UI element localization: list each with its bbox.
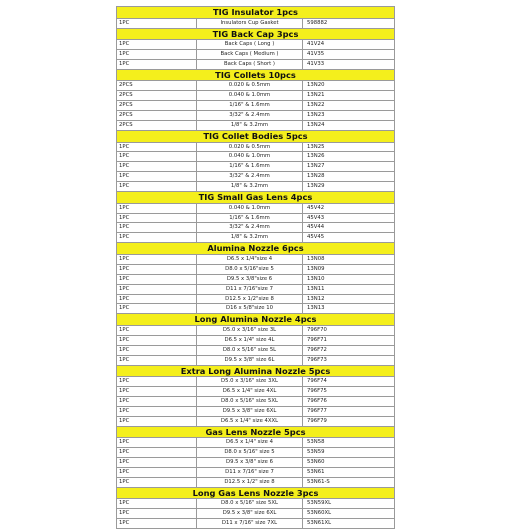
description-cell: D11 x 7/16"size 7	[197, 284, 303, 294]
table-row	[117, 325, 395, 335]
quantity-cell: 1PC	[117, 223, 197, 233]
quantity-cell: 1PC	[117, 172, 197, 182]
description-cell: Back Caps ( Short )	[197, 59, 303, 69]
section-title: Alumina Nozzle 6pcs	[117, 243, 395, 255]
table-row	[117, 59, 395, 69]
description-cell: D8.0 x 5/16" size 5XL	[197, 396, 303, 406]
section-header-row	[117, 365, 395, 377]
quantity-cell: 1PC	[117, 40, 197, 50]
quantity-cell: 1PC	[117, 294, 197, 304]
table-row	[117, 274, 395, 284]
part-code-cell: 13N24	[303, 121, 395, 131]
quantity-cell: 1PC	[117, 304, 197, 314]
table-row	[117, 438, 395, 448]
part-code-cell: 796F77	[303, 406, 395, 416]
table-row	[117, 448, 395, 458]
quantity-cell: 1PC	[117, 18, 197, 28]
table-row	[117, 121, 395, 131]
table-row	[117, 152, 395, 162]
table-row	[117, 50, 395, 60]
parts-list-table	[116, 6, 395, 529]
description-cell: 3/32" & 2.4mm	[197, 223, 303, 233]
table-row	[117, 499, 395, 509]
part-code-cell: 13N20	[303, 81, 395, 91]
quantity-cell: 1PC	[117, 387, 197, 397]
quantity-cell: 1PC	[117, 477, 197, 487]
part-code-cell: 796F73	[303, 355, 395, 365]
description-cell: D6.5 x 1/4" size 4XXL	[197, 416, 303, 426]
table-row	[117, 387, 395, 397]
section-title: Extra Long Alumina Nozzle 5pcs	[117, 365, 395, 377]
description-cell: D8.0 x 5/16" size 5L	[197, 345, 303, 355]
part-code-cell: 13N22	[303, 101, 395, 111]
part-code-cell: 13N11	[303, 284, 395, 294]
table-row	[117, 172, 395, 182]
quantity-cell: 1PC	[117, 416, 197, 426]
section-header-row	[117, 487, 395, 499]
description-cell: D9.5 x 3/8"size 6	[197, 274, 303, 284]
section-title: Gas Lens Nozzle 5pcs	[117, 426, 395, 438]
description-cell: D6.5 x 1/4" size 4XL	[197, 387, 303, 397]
table-row	[117, 458, 395, 468]
description-cell: 1/16" & 1.6mm	[197, 213, 303, 223]
part-code-cell: 796F75	[303, 387, 395, 397]
part-code-cell: 53N59	[303, 448, 395, 458]
quantity-cell: 1PC	[117, 377, 197, 387]
part-code-cell: 13N13	[303, 304, 395, 314]
part-code-cell: 13N08	[303, 254, 395, 264]
description-cell: 0.020 & 0.5mm	[197, 142, 303, 152]
description-cell: 0.020 & 0.5mm	[197, 81, 303, 91]
table-row	[117, 162, 395, 172]
part-code-cell: 41V24	[303, 40, 395, 50]
part-code-cell: 796F74	[303, 377, 395, 387]
table-row	[117, 519, 395, 529]
description-cell: D9.5 x 3/8" size 6L	[197, 355, 303, 365]
description-cell: D6.5 x 1/4" size 4L	[197, 335, 303, 345]
section-title: TIG Small Gas Lens 4pcs	[117, 192, 395, 204]
quantity-cell: 1PC	[117, 335, 197, 345]
description-cell: D8.0 x 5/16"size 5	[197, 264, 303, 274]
part-code-cell: 53N59XL	[303, 499, 395, 509]
quantity-cell: 1PC	[117, 509, 197, 519]
description-cell: 1/16" & 1.6mm	[197, 101, 303, 111]
table-row	[117, 294, 395, 304]
section-header-row	[117, 243, 395, 255]
part-code-cell: 13N12	[303, 294, 395, 304]
quantity-cell: 1PC	[117, 345, 197, 355]
quantity-cell: 2PCS	[117, 121, 197, 131]
section-header-row	[117, 28, 395, 40]
description-cell: D6.5 x 1/4" size 4	[197, 438, 303, 448]
part-code-cell: 13N10	[303, 274, 395, 284]
quantity-cell: 2PCS	[117, 81, 197, 91]
table-row	[117, 254, 395, 264]
part-code-cell: 796F79	[303, 416, 395, 426]
part-code-cell: 13N26	[303, 152, 395, 162]
part-code-cell: 53N61XL	[303, 519, 395, 529]
quantity-cell: 1PC	[117, 142, 197, 152]
description-cell: Back Caps ( Long )	[197, 40, 303, 50]
quantity-cell: 1PC	[117, 284, 197, 294]
section-title: TIG Insulator 1pcs	[117, 7, 395, 19]
description-cell: 1/8" & 3.2mm	[197, 121, 303, 131]
part-code-cell: 796F71	[303, 335, 395, 345]
quantity-cell: 1PC	[117, 438, 197, 448]
part-code-cell: 13N09	[303, 264, 395, 274]
quantity-cell: 1PC	[117, 254, 197, 264]
description-cell: Insulators Cup Gasket	[197, 18, 303, 28]
quantity-cell: 1PC	[117, 519, 197, 529]
table-row	[117, 396, 395, 406]
part-code-cell: 13N21	[303, 91, 395, 101]
quantity-cell: 1PC	[117, 396, 197, 406]
table-row	[117, 233, 395, 243]
section-title: TIG Collet Bodies 5pcs	[117, 130, 395, 142]
quantity-cell: 1PC	[117, 182, 197, 192]
quantity-cell: 1PC	[117, 499, 197, 509]
part-code-cell: 13N27	[303, 162, 395, 172]
table-row	[117, 81, 395, 91]
description-cell: D11 x 7/16" size 7XL	[197, 519, 303, 529]
description-cell: D5.0 x 3/16" size 3L	[197, 325, 303, 335]
description-cell: D12.5 x 1/2"size 8	[197, 294, 303, 304]
section-header-row	[117, 314, 395, 326]
quantity-cell: 1PC	[117, 233, 197, 243]
table-row	[117, 406, 395, 416]
quantity-cell: 1PC	[117, 325, 197, 335]
part-code-cell: 53N58	[303, 438, 395, 448]
table-row	[117, 111, 395, 121]
section-title: TIG Back Cap 3pcs	[117, 28, 395, 40]
table-row	[117, 213, 395, 223]
quantity-cell: 1PC	[117, 50, 197, 60]
description-cell: 3/32" & 2.4mm	[197, 172, 303, 182]
part-code-cell: 13N28	[303, 172, 395, 182]
part-code-cell: 41V35	[303, 50, 395, 60]
quantity-cell: 1PC	[117, 264, 197, 274]
description-cell: D5.0 x 3/16" size 3XL	[197, 377, 303, 387]
description-cell: 0.040 & 1.0mm	[197, 203, 303, 213]
part-code-cell: 13N25	[303, 142, 395, 152]
description-cell: 0.040 & 1.0mm	[197, 152, 303, 162]
table-row	[117, 467, 395, 477]
part-code-cell: 53N60	[303, 458, 395, 468]
table-row	[117, 223, 395, 233]
description-cell: Back Caps ( Medium )	[197, 50, 303, 60]
section-title: TIG Collets 10pcs	[117, 69, 395, 81]
quantity-cell: 1PC	[117, 458, 197, 468]
quantity-cell: 1PC	[117, 355, 197, 365]
part-code-cell: 45V44	[303, 223, 395, 233]
quantity-cell: 1PC	[117, 467, 197, 477]
description-cell: 3/32" & 2.4mm	[197, 111, 303, 121]
table-row	[117, 18, 395, 28]
quantity-cell: 2PCS	[117, 101, 197, 111]
description-cell: D12.5 x 1/2" size 8	[197, 477, 303, 487]
description-cell: D16 x 5/8"size 10	[197, 304, 303, 314]
quantity-cell: 2PCS	[117, 111, 197, 121]
part-code-cell: 796F76	[303, 396, 395, 406]
table-row	[117, 40, 395, 50]
section-title: Long Gas Lens Nozzle 3pcs	[117, 487, 395, 499]
table-row	[117, 345, 395, 355]
description-cell: D8.0 x 5/16" size 5XL	[197, 499, 303, 509]
description-cell: 1/8" & 3.2mm	[197, 233, 303, 243]
part-code-cell: 796F70	[303, 325, 395, 335]
description-cell: D9.5 x 3/8" size 6	[197, 458, 303, 468]
table-row	[117, 264, 395, 274]
table-row	[117, 101, 395, 111]
part-code-cell: 53N61-S	[303, 477, 395, 487]
table-row	[117, 335, 395, 345]
part-code-cell: 796F72	[303, 345, 395, 355]
table-row	[117, 416, 395, 426]
table-row	[117, 477, 395, 487]
description-cell: 1/8" & 3.2mm	[197, 182, 303, 192]
quantity-cell: 1PC	[117, 59, 197, 69]
part-code-cell: 53N60XL	[303, 509, 395, 519]
quantity-cell: 1PC	[117, 152, 197, 162]
section-header-row	[117, 7, 395, 19]
section-title: Long Alumina Nozzle 4pcs	[117, 314, 395, 326]
part-code-cell: 45V43	[303, 213, 395, 223]
table-row	[117, 355, 395, 365]
part-code-cell: 45V45	[303, 233, 395, 243]
description-cell: D9.5 x 3/8" size 6XL	[197, 406, 303, 416]
section-header-row	[117, 130, 395, 142]
part-code-cell: 41V33	[303, 59, 395, 69]
quantity-cell: 1PC	[117, 213, 197, 223]
quantity-cell: 1PC	[117, 448, 197, 458]
part-code-cell: 53N61	[303, 467, 395, 477]
description-cell: D11 x 7/16" size 7	[197, 467, 303, 477]
quantity-cell: 1PC	[117, 203, 197, 213]
part-code-cell: 45V42	[303, 203, 395, 213]
quantity-cell: 1PC	[117, 406, 197, 416]
parts-list-body	[117, 7, 395, 529]
part-code-cell: 13N29	[303, 182, 395, 192]
table-row	[117, 509, 395, 519]
description-cell: D8.0 x 5/16" size 5	[197, 448, 303, 458]
quantity-cell: 1PC	[117, 274, 197, 284]
part-code-cell: 598882	[303, 18, 395, 28]
table-row	[117, 142, 395, 152]
section-header-row	[117, 192, 395, 204]
description-cell: D6.5 x 1/4"size 4	[197, 254, 303, 264]
table-row	[117, 284, 395, 294]
part-code-cell: 13N23	[303, 111, 395, 121]
quantity-cell: 1PC	[117, 162, 197, 172]
section-header-row	[117, 69, 395, 81]
table-row	[117, 91, 395, 101]
section-header-row	[117, 426, 395, 438]
description-cell: 0.040 & 1.0mm	[197, 91, 303, 101]
table-row	[117, 377, 395, 387]
table-row	[117, 203, 395, 213]
table-row	[117, 304, 395, 314]
table-row	[117, 182, 395, 192]
description-cell: D9.5 x 3/8" size 6XL	[197, 509, 303, 519]
description-cell: 1/16" & 1.6mm	[197, 162, 303, 172]
quantity-cell: 2PCS	[117, 91, 197, 101]
